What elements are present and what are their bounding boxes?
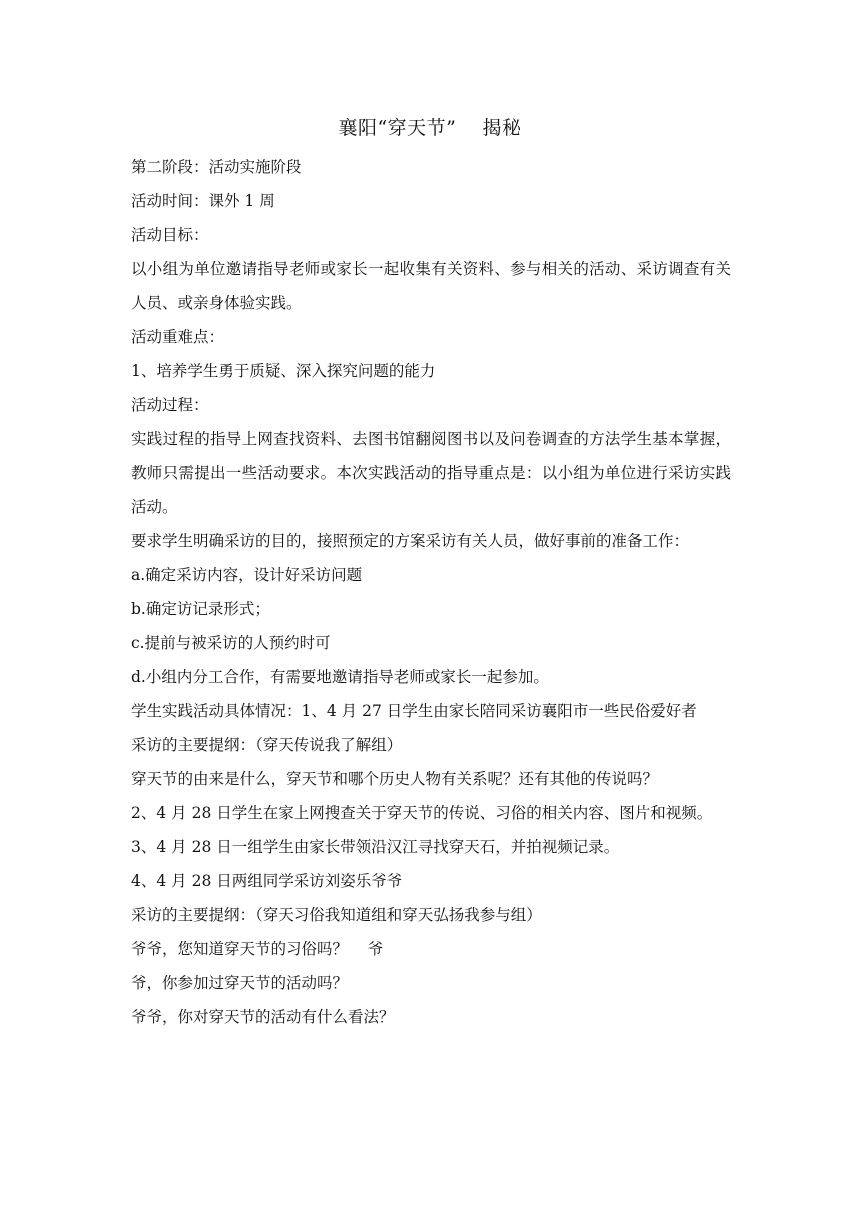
paragraph-interview-outline-2: 采访的主要提纲：（穿天习俗我知道组和穿天弘扬我参与组） bbox=[131, 906, 542, 924]
paragraph-goal-heading: 活动目标： bbox=[131, 226, 209, 244]
document-body bbox=[131, 150, 731, 1034]
list-item-d: d.小组内分工合作，有需要地邀请指导老师或家长一起参加。 bbox=[131, 668, 549, 686]
list-item-a: a.确定采访内容，设计好采访问题 bbox=[131, 566, 363, 584]
paragraph-stage: 第二阶段：活动实施阶段 bbox=[131, 158, 302, 176]
paragraph-practice-details: 学生实践活动具体情况：1、4 月 27 日学生由家长陪同采访襄阳市一些民俗爱好者 bbox=[131, 702, 697, 720]
paragraph-interview-outline-1: 采访的主要提纲：（穿天传说我了解组） bbox=[131, 736, 403, 754]
paragraph-item-3: 3、4 月 28 日一组学生由家长带领沿汉江寻找穿天石，并拍视频记录。 bbox=[131, 838, 620, 856]
paragraph-key-points-heading: 活动重难点： bbox=[131, 328, 225, 346]
paragraph-goal-text: 以小组为单位邀请指导老师或家长一起收集有关资料、参与相关的活动、采访调查有关人员、或亲身体验实践。 bbox=[131, 260, 731, 312]
list-item-b: b.确定访记录形式； bbox=[131, 600, 270, 618]
paragraph-process-text: 实践过程的指导上网查找资料、去图书馆翻阅图书以及问卷调查的方法学生基本掌握，教师只需提出一些活动要求。本次实践活动的指导重点是：以小组为单位进行采访实践活动。 bbox=[131, 430, 731, 516]
paragraph-requirements: 要求学生明确采访的目的，接照预定的方案采访有关人员，做好事前的准备工作： bbox=[131, 532, 690, 550]
paragraph-question-customs: 爷爷，您知道穿天节的习俗吗？ 爷 bbox=[131, 940, 384, 958]
paragraph-item-4: 4、4 月 28 日两组同学采访刘姿乐爷爷 bbox=[131, 872, 403, 890]
document-title: 襄阳“穿天节” 揭秘 bbox=[338, 117, 522, 139]
list-item-c: c.提前与被采访的人预约时可 bbox=[131, 634, 331, 652]
paragraph-key-point-1: 1、培养学生勇于质疑、深入探究问题的能力 bbox=[131, 362, 436, 380]
paragraph-question-opinion: 爷爷，你对穿天节的活动有什么看法？ bbox=[131, 1008, 395, 1026]
paragraph-question-participation: 爷，你参加过穿天节的活动吗？ bbox=[131, 974, 349, 992]
paragraph-activity-time: 活动时间：课外 1 周 bbox=[131, 192, 275, 210]
paragraph-item-2: 2、4 月 28 日学生在家上网搜查关于穿天节的传说、习俗的相关内容、图片和视频。 bbox=[131, 804, 713, 822]
paragraph-process-heading: 活动过程： bbox=[131, 396, 209, 414]
paragraph-question-origin: 穿天节的由来是什么，穿天节和哪个历史人物有关系呢？还有其他的传说吗？ bbox=[131, 770, 659, 788]
